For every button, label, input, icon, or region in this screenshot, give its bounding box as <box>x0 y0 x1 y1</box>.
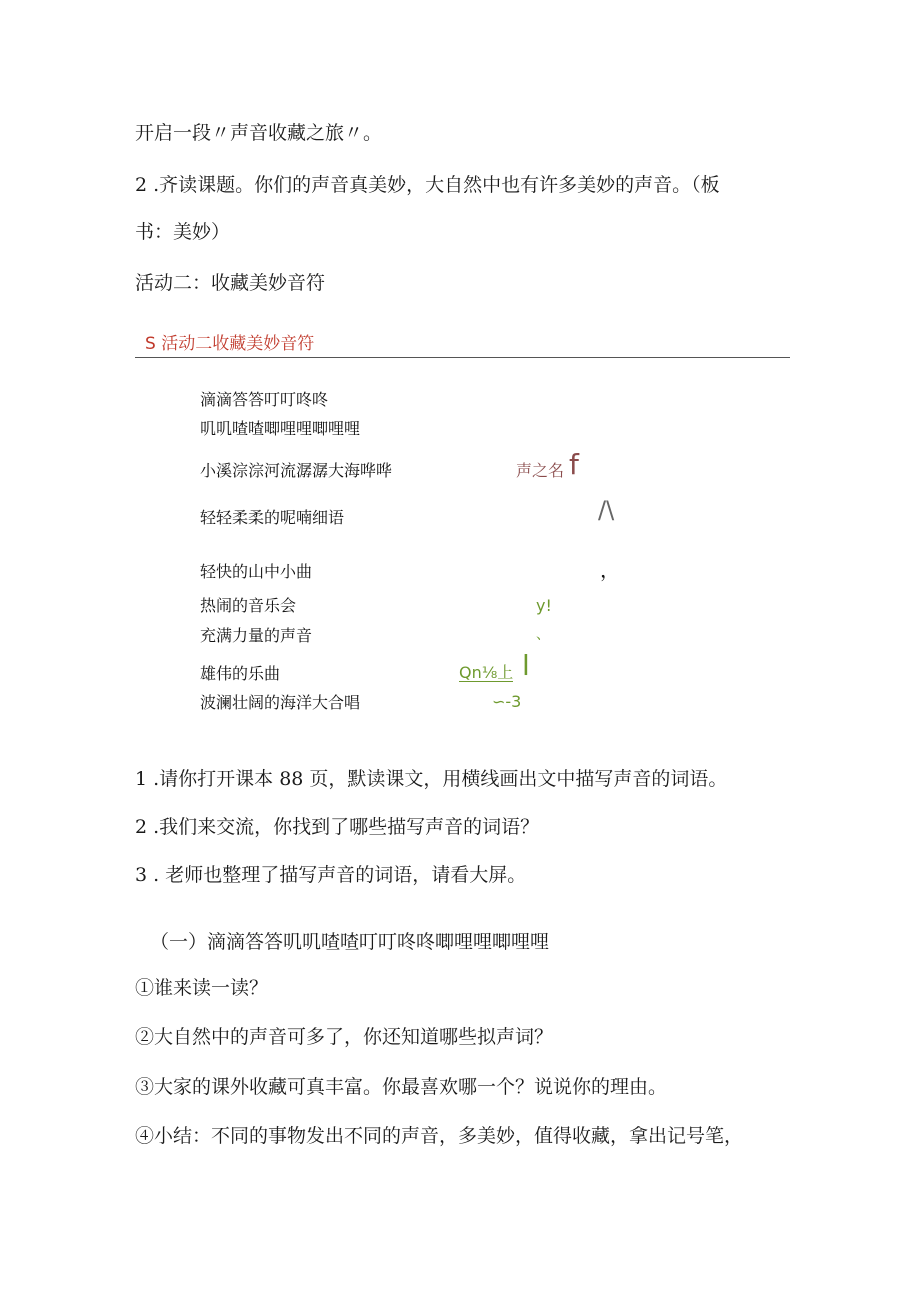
question-2: ②大自然中的声音可多了，你还知道哪些拟声词？ <box>135 1026 554 1048</box>
question-4: ④小结：不同的事物发出不同的声音，多美妙，值得收藏，拿出记号笔， <box>135 1125 744 1147</box>
slide-note: ∽-3 <box>492 692 522 711</box>
sound-word: 小溪淙淙河流潺潺大海哗哗 <box>200 461 393 480</box>
paragraph-read-title: 2 .齐读课题。你们的声音真美妙，大自然中也有许多美妙的声音。（板 <box>135 174 720 196</box>
sound-word: 轻快的山中小曲 <box>200 562 313 581</box>
slide-note: /\ <box>598 496 615 524</box>
question-1: ①谁来读一读？ <box>135 977 269 999</box>
activity-heading: 活动二：收藏美妙音符 <box>135 272 326 294</box>
slide-note: 声之名 <box>516 461 565 480</box>
section-heading: （一）滴滴答答叽叽喳喳叮叮咚咚唧哩哩唧哩哩 <box>150 931 550 953</box>
slide-note: f <box>569 448 579 481</box>
slide-note: y! <box>536 596 552 615</box>
step-1: 1 .请你打开课本 88 页，默读课文，用横线画出文中描写声音的词语。 <box>135 768 728 790</box>
sound-word: 叽叽喳喳唧哩哩唧哩哩 <box>200 419 361 438</box>
question-3: ③大家的课外收藏可真丰富。你最喜欢哪一个？说说你的理由。 <box>135 1076 668 1098</box>
sound-word: 轻轻柔柔的呢喃细语 <box>200 508 345 527</box>
slide-note: Qn⅛上 <box>459 663 514 682</box>
sound-word: 波澜壮阔的海洋大合唱 <box>200 693 361 712</box>
sound-word: 热闹的音乐会 <box>200 596 297 615</box>
slide-divider <box>135 357 790 358</box>
slide-note: 、 <box>536 627 550 643</box>
paragraph-intro: 开启一段〃声音收藏之旅〃。 <box>135 122 383 144</box>
step-3: 3 . 老师也整理了描写声音的词语，请看大屏。 <box>135 864 527 886</box>
sound-word: 充满力量的声音 <box>200 626 313 645</box>
slide-title: S 活动二收藏美妙音符 <box>145 334 315 354</box>
sound-word: 滴滴答答叮叮咚咚 <box>200 390 329 409</box>
slide-note: l <box>522 649 530 682</box>
paragraph-read-title-cont: 书：美妙） <box>135 221 231 243</box>
slide-note: ， <box>600 558 620 582</box>
step-2: 2 .我们来交流，你找到了哪些描写声音的词语？ <box>135 816 540 838</box>
sound-word: 雄伟的乐曲 <box>200 664 281 683</box>
